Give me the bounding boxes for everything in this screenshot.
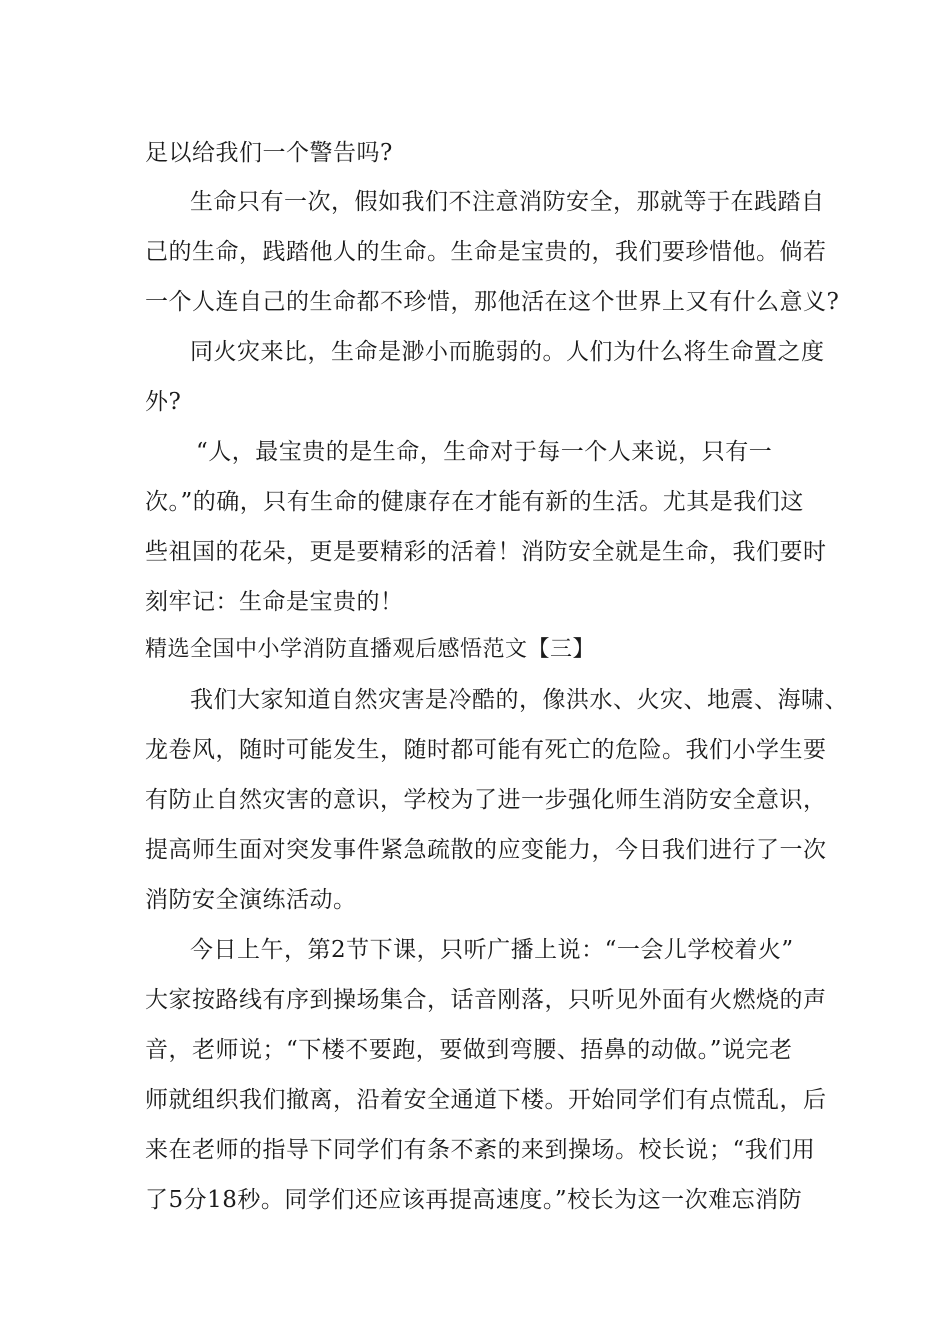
text-line: 来在老师的指导下同学们有条不紊的来到操场。校长说；“我们用 (145, 1137, 816, 1163)
text-line: 提高师生面对突发事件紧急疏散的应变能力，今日我们进行了一次 (145, 837, 827, 863)
text-line: 一个人连自己的生命都不珍惜，那他活在这个世界上又有什么意义? (145, 289, 840, 315)
section-heading: 精选全国中小学消防直播观后感悟范文【三】 (145, 637, 596, 662)
text-line: 外? (145, 389, 182, 415)
paragraph-first-line: 生命只有一次，假如我们不注意消防安全，那就等于在践踏自 (190, 189, 825, 215)
paragraph-first-line: “人，最宝贵的是生命，生命对于每一个人来说，只有一 (196, 439, 773, 465)
text-line: 龙卷风，随时可能发生，随时都可能有死亡的危险。我们小学生要 (145, 737, 827, 763)
text-line: 了5分18秒。同学们还应该再提高速度。”校长为这一次难忘消防 (145, 1187, 803, 1213)
text-line: 大家按路线有序到操场集合，话音刚落，只听见外面有火燃烧的声 (145, 987, 827, 1013)
text-line: 己的生命，践踏他人的生命。生命是宝贵的，我们要珍惜他。倘若 (145, 239, 827, 265)
text-line: 足以给我们一个警告吗? (145, 140, 393, 166)
text-line: 有防止自然灾害的意识，学校为了进一步强化师生消防安全意识， (145, 787, 827, 813)
text-line: 消防安全演练活动。 (145, 887, 357, 913)
text-line: 师就组织我们撤离，沿着安全通道下楼。开始同学们有点慌乱，后 (145, 1087, 827, 1113)
paragraph-first-line: 我们大家知道自然灾害是冷酷的，像洪水、火灾、地震、海啸、 (190, 687, 848, 713)
text-line: 次。”的确，只有生命的健康存在才能有新的生活。尤其是我们这 (145, 489, 804, 515)
text-line: 刻牢记：生命是宝贵的！ (145, 589, 404, 615)
paragraph-first-line: 今日上午，第2节下课，只听广播上说：“一会儿学校着火” (190, 937, 794, 963)
text-line: 音，老师说；“下楼不要跑，要做到弯腰、捂鼻的动做。”说完老 (145, 1037, 793, 1063)
text-line: 些祖国的花朵，更是要精彩的活着！消防安全就是生命，我们要时 (145, 539, 827, 565)
paragraph-first-line: 同火灾来比，生命是渺小而脆弱的。人们为什么将生命置之度 (190, 339, 825, 365)
